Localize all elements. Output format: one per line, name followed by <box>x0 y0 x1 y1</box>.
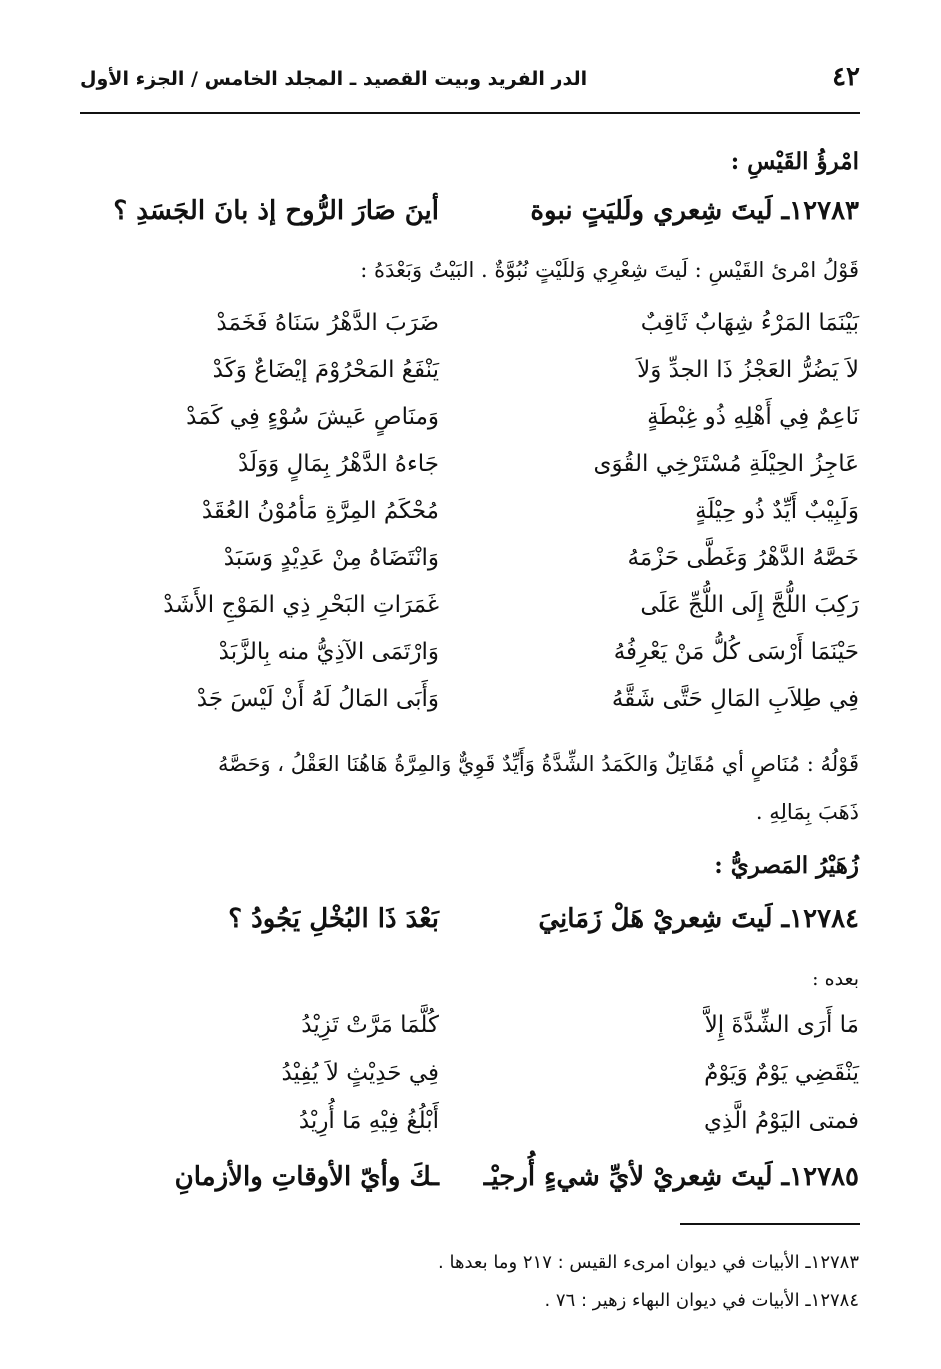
verse-12784 <box>110 904 859 948</box>
first-hemistich: رَكِبَ اللُّجَّ إِلَى اللُّجِّ عَلَى <box>640 592 859 618</box>
first-hemistich: نَاعِمٌ فِي أَهْلِهِ ذُو غِبْطَةٍ <box>647 404 859 430</box>
page-header <box>80 60 860 100</box>
poet-name-zuhayr: زُهَيْرُ المَصريُّ : <box>714 852 859 879</box>
verse-line <box>110 357 859 401</box>
verse-line <box>110 592 859 636</box>
first-hemistich: وَلَبِيْبٌ أَيِّدٌ ذُو حِيْلَةٍ <box>695 498 859 524</box>
verse-line <box>110 404 859 448</box>
verse-line <box>110 1012 859 1056</box>
verse-12785-second-hemistich: ـكَ وأيّ الأوقاتِ والأزمانِ <box>174 1162 439 1192</box>
verse-12785 <box>110 1162 859 1206</box>
commentary-line-1: قَوْلُهُ : مُنَاصٍ أي مُقَاتِلٌ وَالكَمَدُ الشِّدَّةُ وَأَيِّدٌ قَوِيٌّ وَالمِرَّةُ هَاهُنَا العَقْلُ ، وَحَصَّهُ <box>217 752 859 776</box>
second-hemistich: أَبْلُغُ فِيْهِ مَا أُرِيْدُ <box>298 1108 439 1134</box>
verse-line <box>110 310 859 354</box>
first-hemistich: فمتى اليَوْمُ الَّذِي <box>704 1108 859 1134</box>
first-hemistich: عَاجِزُ الحِيْلَةِ مُسْتَرْخِي القُوَى <box>593 451 859 477</box>
verse-line <box>110 1060 859 1104</box>
verse-line <box>110 686 859 730</box>
second-hemistich: وَانْتَضَاهُ مِنْ عَدِيْدٍ وَسَبَدْ <box>223 545 439 571</box>
second-hemistich: فِي حَدِيْثٍ لاَ يُفِيْدُ <box>281 1060 439 1086</box>
verse-line <box>110 545 859 589</box>
page-number: ٤٢ <box>832 62 860 92</box>
verse-12785-first-hemistich: ١٢٧٨٥ـ لَيتَ شِعريْ لأيِّ شيءٍ أُرجيْـ <box>483 1162 859 1192</box>
second-hemistich: وَأَبَى المَالُ لَهُ أَنْ لَيْسَ جَدْ <box>196 686 439 712</box>
first-hemistich: بَيْنَمَا المَرْءُ شِهَابٌ ثَاقِبٌ <box>640 310 859 336</box>
intro-text-1: قَوْلُ امْرئ القَيْسِ : لَيتَ شِعْرِي وَللَيْتٍ نُبُوَّةٌ . البَيْتُ وَبَعْدَهُ : <box>360 258 859 282</box>
second-hemistich: يَنْفَعُ المَحْرُوْمَ إيْضَاعٌ وَكَدْ <box>212 357 439 383</box>
footnote-rule <box>680 1223 860 1225</box>
poet-name-imru-al-qays: امْرؤُ القَيْسِ : <box>730 148 859 175</box>
first-hemistich: خَصَّهُ الدَّهْرُ وَغَطَّى حَزْمَهُ <box>627 545 859 571</box>
verse-12783-first-hemistich: ١٢٧٨٣ـ لَيتَ شِعري ولَليَتٍ نبوة <box>530 196 859 226</box>
second-hemistich: ضَرَبَ الدَّهْرُ سَنَاهُ فَخَمَدْ <box>216 310 439 336</box>
header-rule <box>80 112 860 114</box>
second-hemistich: غَمَرَاتِ البَحْرِ ذِي المَوْجِ الأَشَدْ <box>163 592 439 618</box>
second-hemistich: وَارْتَمَى الآذِيُّ منه بِالزَّبَدْ <box>218 639 439 665</box>
footnote-12783: ١٢٧٨٣ـ الأبيات في ديوان امرىء القيس : ٢١٧ وما بعدها . <box>438 1252 859 1273</box>
running-title: الدر الفريد وبيت القصيد ـ المجلد الخامس / الجزء الأول <box>80 68 588 90</box>
second-hemistich: مُحْكَمُ المِرَّةِ مَأمُوْنُ العُقَدْ <box>201 498 439 524</box>
verse-12784-second-hemistich: بَعْدَ ذَا البُخْلِ يَجُودُ ؟ <box>228 904 439 934</box>
second-hemistich: وَمنَاصٍ عَيشَ سُوْءٍ فِي كَمَدْ <box>186 404 439 430</box>
first-hemistich: فِي طِلاَبِ المَالِ حَتَّى شَقَّهُ <box>611 686 859 712</box>
second-hemistich: جَاءهُ الدَّهْرُ بِمَالٍ وَوَلَدْ <box>237 451 439 477</box>
verse-12783 <box>110 196 859 240</box>
first-hemistich: مَا أَرَى الشِّدَّةَ إِلاَّ <box>704 1012 859 1038</box>
verse-line <box>110 498 859 542</box>
first-hemistich: يَنْقَضِي يَوْمٌ وَيَوْمٌ <box>704 1060 859 1086</box>
verse-line <box>110 451 859 495</box>
first-hemistich: حَيْنَمَا أَرْسَى كُلُّ مَنْ يَعْرِفُهُ <box>613 639 859 665</box>
second-hemistich: كُلَّمَا مَرَّتْ تَزِيْدُ <box>301 1012 439 1038</box>
verse-12783-second-hemistich: أينَ صَارَ الرُّوح إذ بانَ الجَسَدِ ؟ <box>113 196 439 226</box>
intro-text-2: بعده : <box>812 968 859 990</box>
verse-line <box>110 1108 859 1152</box>
verse-12784-first-hemistich: ١٢٧٨٤ـ لَيتَ شِعريْ هَلْ زَمَانِيَ <box>538 904 859 934</box>
verse-line <box>110 639 859 683</box>
commentary-line-2: ذَهَبَ بِمَالِهِ . <box>755 800 859 824</box>
footnote-12784: ١٢٧٨٤ـ الأبيات في ديوان البهاء زهير : ٧٦ . <box>544 1290 859 1311</box>
first-hemistich: لاَ يَضُرُّ العَجْزُ ذَا الجدِّ وَلاَ <box>637 357 859 383</box>
